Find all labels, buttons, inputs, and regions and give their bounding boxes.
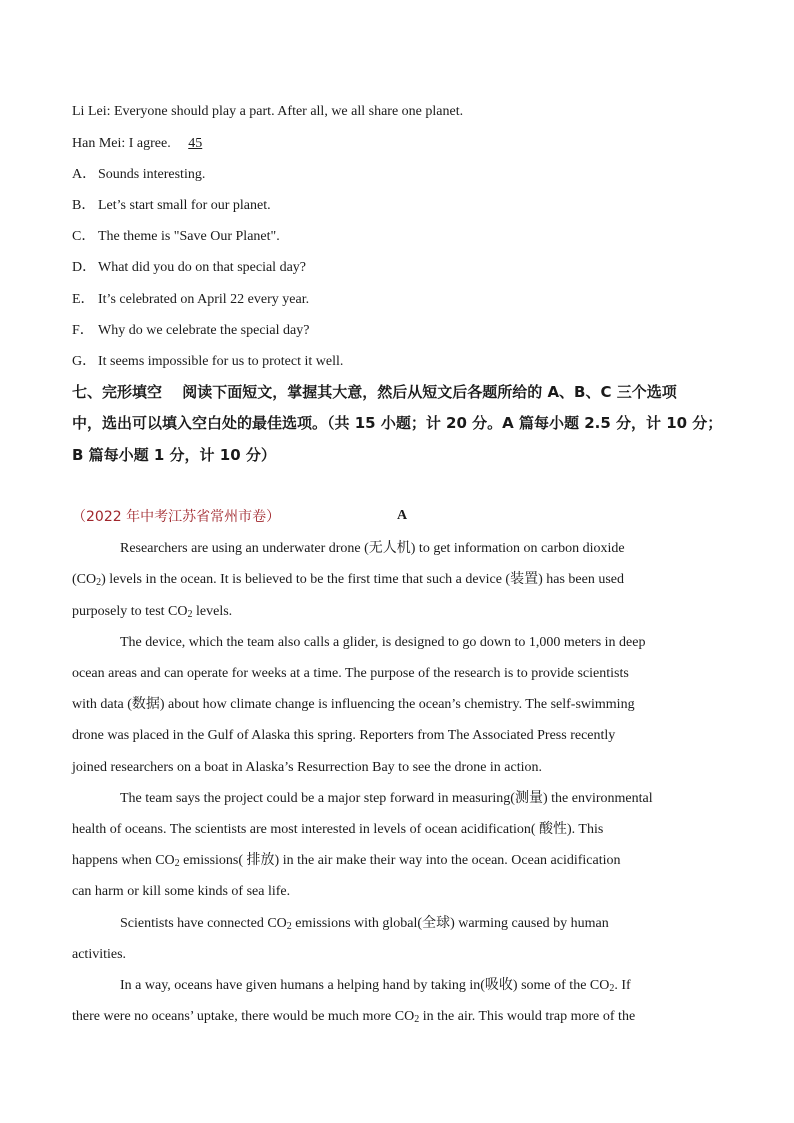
passage-line: The team says the project could be a major step forward in measuring(测量) the environmental <box>120 791 653 806</box>
passage-line: ocean areas and can operate for weeks at a time. The purpose of the research is to provide scientists <box>72 666 629 681</box>
option-text: Sounds interesting. <box>98 167 206 182</box>
option-d[interactable] <box>72 259 306 277</box>
option-letter: D． <box>72 260 97 275</box>
option-c[interactable] <box>72 228 280 246</box>
option-text: Why do we celebrate the special day? <box>98 323 310 338</box>
co2-term: $CO_2$ <box>168 604 193 620</box>
option-text: It’s celebrated on April 22 every year. <box>98 292 310 307</box>
option-letter: G． <box>72 354 97 369</box>
dialogue-line-li-lei <box>72 103 463 121</box>
passage-line <box>120 977 631 995</box>
text-run: ( <box>72 572 77 587</box>
passage-line: Researchers are using an underwater drone (无人机) to get information on carbon dioxide <box>120 541 625 556</box>
option-letter: C． <box>72 229 96 244</box>
option-e[interactable] <box>72 291 309 309</box>
passage-line: drone was placed in the Gulf of Alaska this spring. Reporters from The Associated Press recently <box>72 728 616 743</box>
passage-line <box>72 852 621 870</box>
option-f[interactable] <box>72 322 309 340</box>
option-text: It seems impossible for us to protect it well. <box>98 354 344 369</box>
passage-line <box>120 915 609 933</box>
passage-line: health of oceans. The scientists are most interested in levels of ocean acidification( 酸性). This <box>72 822 604 837</box>
text-run: . If <box>614 978 631 993</box>
passage-title: A <box>397 508 408 523</box>
section-heading-line-1: 七、完形填空 阅读下面短文，掌握其大意，然后从短文后各题所给的 A、B、C 三个选项 <box>72 383 677 401</box>
option-text: Let’s start small for our planet. <box>98 198 271 213</box>
option-text: The theme is "Save Our Planet". <box>98 229 280 244</box>
text-run: emissions with global(全球) warming caused by human <box>291 916 609 931</box>
co2-term: $CO_2$ <box>394 1009 420 1025</box>
option-letter: B． <box>72 198 96 213</box>
section-heading-line-3: B 篇每小题 1 分，计 10 分） <box>72 446 276 464</box>
text-run: ) levels in the ocean. It is believed to be the first time that such a device (装置) has been used <box>101 572 625 587</box>
text-run: purposely to test <box>72 604 169 619</box>
passage-line: joined researchers on a boat in Alaska’s Resurrection Bay to see the drone in action. <box>72 760 543 775</box>
co2-term: $CO_2$ <box>155 853 180 869</box>
passage-line <box>72 603 232 621</box>
section-heading-line-2: 中，选出可以填入空白处的最佳选项。（共 15 小题；计 20 分。A 篇每小题 2.5 分，计 10 分； <box>72 414 723 432</box>
option-letter: F． <box>72 323 94 338</box>
passage-line: with data (数据) about how climate change is influencing the ocean’s chemistry. The self-swimming <box>72 697 635 712</box>
co2-term: $CO_2$ <box>267 916 292 932</box>
option-text: What did you do on that special day? <box>98 260 306 275</box>
passage-line <box>72 1008 635 1026</box>
passage-line: can harm or kill some kinds of sea life. <box>72 884 291 899</box>
text-run: there were no oceans’ uptake, there would be much more <box>72 1009 395 1024</box>
speaker-han-mei: Han Mei: <box>72 136 126 151</box>
passage-line: The device, which the team also calls a glider, is designed to go down to 1,000 meters in deep <box>120 635 646 650</box>
dialogue-text: I agree. <box>125 136 175 151</box>
text-run: in the air. This would trap more of the <box>419 1009 636 1024</box>
option-b[interactable] <box>72 197 271 215</box>
text-run: levels. <box>192 604 233 619</box>
option-letter: A． <box>72 167 97 182</box>
dialogue-line-han-mei <box>72 135 216 153</box>
text-run: Scientists have connected <box>120 916 268 931</box>
dialogue-text: Everyone should play a part. After all, we all share one planet. <box>110 104 464 119</box>
speaker-li-lei: Li Lei: <box>72 104 111 119</box>
text-run: happens when <box>72 853 156 868</box>
text-run: emissions( 排放) in the air make their way into the ocean. Ocean acidification <box>179 853 621 868</box>
answer-blank-45[interactable]: 45 <box>188 136 203 151</box>
option-g[interactable] <box>72 353 343 371</box>
co2-term: $CO_2$ <box>76 572 102 588</box>
co2-term: $CO_2$ <box>589 978 615 994</box>
option-a[interactable] <box>72 166 205 184</box>
passage-line: activities. <box>72 947 127 962</box>
option-letter: E． <box>72 292 95 307</box>
text-run: In a way, oceans have given humans a helping hand by taking in(吸收) some of the <box>120 978 590 993</box>
passage-source: （2022 年中考江苏省常州市卷） <box>72 509 281 525</box>
passage-line <box>72 571 624 589</box>
